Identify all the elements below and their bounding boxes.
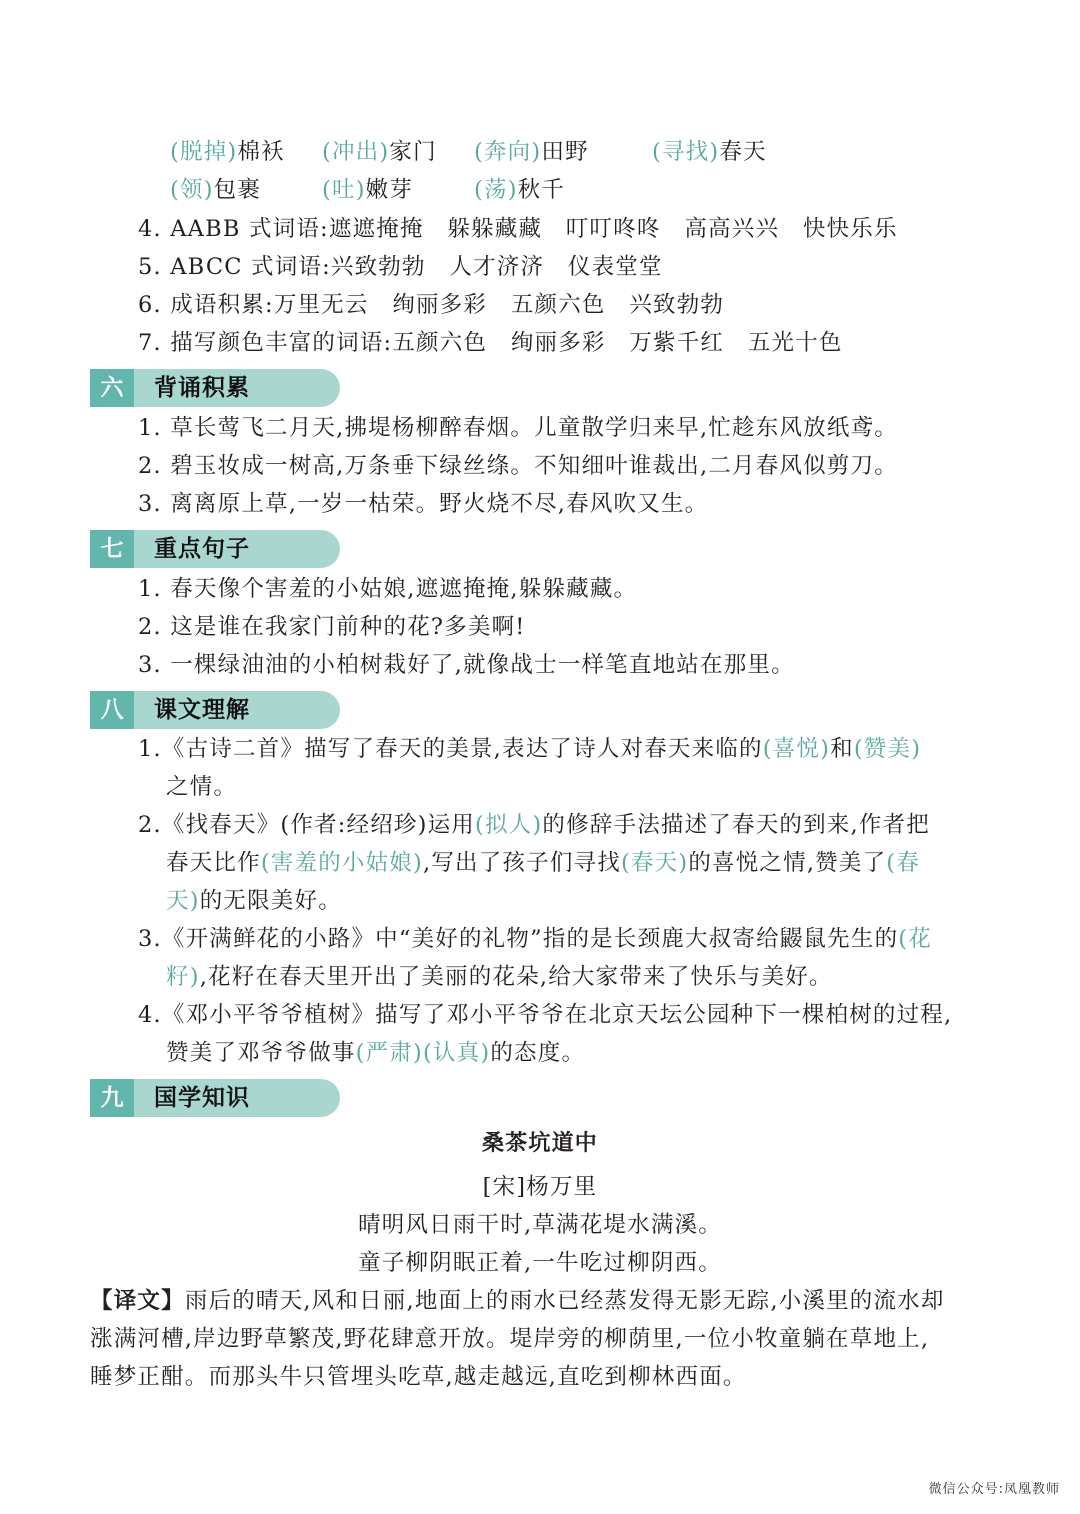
text-segment: 春天比作: [166, 850, 261, 876]
pair-word: 包裹: [213, 177, 262, 203]
vocab-line: [138, 328, 843, 358]
sentence-text: 一棵绿油油的小柏树栽好了,就像战士一样笔直地站在那里。: [170, 652, 795, 678]
answer-blank: 花: [908, 926, 932, 952]
footer-watermark: 微信公众号:凤凰教师: [928, 1482, 1060, 1497]
text-segment: 的喜悦之情,赞美了: [688, 850, 887, 876]
text-segment: 的态度。: [490, 1040, 586, 1066]
answer-blank: 荡: [483, 177, 508, 203]
section-title: 国学知识: [154, 1085, 250, 1111]
item-number: 1.: [138, 736, 162, 762]
vocab-words: 五颜六色 绚丽多彩 万紫千红 五光十色: [392, 330, 843, 356]
section-title: 背诵积累: [154, 375, 250, 401]
item-number: 2.: [138, 614, 162, 640]
vocab-label: ABCC 式词语:: [170, 254, 331, 280]
answer-blank: 领: [179, 177, 204, 203]
sentence-line: [138, 650, 795, 680]
text-segment: 的修辞手法描述了春天的到来,作者把: [542, 812, 930, 838]
answer-blank: 拟人: [485, 812, 533, 838]
translation-line: 涨满河槽,岸边野草繁茂,野花肆意开放。堤岸旁的柳荫里,一位小牧童躺在草地上,: [90, 1326, 930, 1352]
understanding-q1-line2: [166, 772, 237, 802]
text-segment: 和: [830, 736, 854, 762]
understanding-q1-line1: 1.《古诗二首》描写了春天的美景,表达了诗人对春天来临的(喜悦)和(赞美): [138, 736, 922, 762]
understanding-q2-line3: 天)的无限美好。: [166, 888, 342, 914]
vocab-words: 遮遮掩掩 躲躲藏藏 叮叮咚咚 高高兴兴 快快乐乐: [328, 216, 898, 242]
sentence-text: 春天像个害羞的小姑娘,遮遮掩掩,躲躲藏藏。: [170, 576, 638, 602]
section-header-key-sentences: [90, 530, 340, 568]
item-number: 3.: [138, 926, 162, 952]
poem-author: 杨万里: [526, 1174, 598, 1200]
sentence-line: [138, 612, 526, 642]
item-number: 4.: [138, 216, 162, 242]
translation-line: 睡梦正酣。而那头牛只管埋头吃草,越走越远,直吃到柳林西面。: [90, 1364, 747, 1390]
text-segment: 之情。: [166, 774, 238, 800]
section-number: 六: [90, 369, 134, 407]
translation-line: [90, 1286, 945, 1316]
text-segment: ,花籽在春天里开出了美丽的花朵,给大家带来了快乐与美好。: [199, 964, 833, 990]
pair-item: (吐)嫩芽: [322, 177, 414, 203]
recite-text: 草长莺飞二月天,拂堤杨柳醉春烟。儿童散学归来早,忙趁东风放纸鸢。: [170, 415, 898, 441]
pair-word: 秋千: [517, 177, 566, 203]
sentence-text: 这是谁在我家门前种的花?多美啊!: [170, 614, 526, 640]
item-number: 2.: [138, 812, 162, 838]
pair-word: 嫩芽: [365, 177, 414, 203]
understanding-q3-line1: 3.《开满鲜花的小路》中“美好的礼物”指的是长颈鹿大叔寄给鼹鼠先生的(花: [138, 926, 932, 952]
answer-blank: 奔向: [483, 139, 532, 165]
section-header-classics: [90, 1079, 340, 1117]
understanding-q2-line2: 春天比作(害羞的小姑娘),写出了孩子们寻找(春天)的喜悦之情,赞美了(春: [166, 850, 920, 876]
pair-item: (领)包裹: [170, 177, 262, 203]
understanding-q2-line1: 2.《找春天》(作者:经绍珍)运用(拟人)的修辞手法描述了春天的到来,作者把: [138, 812, 930, 838]
section-number: 七: [90, 530, 134, 568]
pair-word: 棉袄: [237, 139, 285, 165]
text-segment: 《找春天》(作者:经绍珍)运用: [161, 812, 476, 838]
pair-item: (脱掉)棉袄: [170, 139, 285, 165]
item-number: 3.: [138, 491, 162, 517]
vocab-words: 兴致勃勃 人才济济 仪表堂堂: [330, 254, 663, 280]
answer-blank: 赞美: [863, 736, 912, 762]
pair-item: (奔向)田野: [474, 139, 589, 165]
understanding-q4-line2: 赞美了邓爷爷做事(严肃)(认真)的态度。: [166, 1040, 586, 1066]
understanding-q3-line2: 籽),花籽在春天里开出了美丽的花朵,给大家带来了快乐与美好。: [166, 964, 833, 990]
answer-blank: 吐: [331, 177, 356, 203]
section-header-understanding: [90, 691, 340, 729]
poem-line: 晴明风日雨干时,草满花堤水满溪。: [358, 1212, 722, 1238]
answer-blank: 喜悦: [772, 736, 821, 762]
vocab-label: AABB 式词语:: [170, 216, 329, 242]
answer-blank: 认真: [432, 1040, 481, 1066]
section-title: 重点句子: [154, 536, 250, 562]
text-segment: 赞美了邓爷爷做事: [166, 1040, 356, 1066]
translation-text: 雨后的晴天,风和日丽,地面上的雨水已经蒸发得无影无踪,小溪里的流水却: [184, 1288, 945, 1314]
section-number: 九: [90, 1079, 134, 1117]
section-header-recite: [90, 369, 340, 407]
poem-author-line: [宋]杨万里: [482, 1174, 598, 1200]
vocab-line: [138, 290, 724, 320]
item-number: 6.: [138, 292, 162, 318]
answer-blank: 籽: [166, 964, 190, 990]
item-number: 7.: [138, 330, 162, 356]
pair-item: (冲出)家门: [322, 139, 437, 165]
answer-blank: 害羞的小姑娘: [270, 850, 413, 876]
text-segment: 《古诗二首》描写了春天的美景,表达了诗人对春天来临的: [161, 736, 763, 762]
recite-line: [138, 413, 898, 443]
recite-text: 碧玉妆成一树高,万条垂下绿丝绦。不知细叶谁裁出,二月春风似剪刀。: [170, 453, 898, 479]
pair-item: (寻找)春天: [652, 139, 767, 165]
item-number: 2.: [138, 453, 162, 479]
answer-blank: 春: [896, 850, 920, 876]
poem-line: 童子柳阴眠正着,一牛吃过柳阴西。: [358, 1250, 722, 1276]
section-title: 课文理解: [154, 697, 250, 723]
item-number: 3.: [138, 652, 162, 678]
answer-blank: 天: [166, 888, 190, 914]
answer-blank: 寻找: [661, 139, 710, 165]
answer-blank: 春天: [630, 850, 679, 876]
text-segment: ,写出了孩子们寻找: [422, 850, 621, 876]
item-number: 1.: [138, 576, 162, 602]
recite-line: [138, 489, 708, 519]
understanding-q4-line1: [138, 1000, 952, 1030]
pair-word: 田野: [541, 139, 589, 165]
item-number: 5.: [138, 254, 162, 280]
text-segment: 《开满鲜花的小路》中“美好的礼物”指的是长颈鹿大叔寄给鼹鼠先生的: [161, 926, 899, 952]
answer-blank: 严肃: [365, 1040, 413, 1066]
poem-title: 桑茶坑道中: [481, 1131, 598, 1156]
pair-word: 春天: [719, 139, 767, 165]
vocab-words: 万里无云 绚丽多彩 五颜六色 兴致勃勃: [273, 292, 725, 318]
recite-text: 离离原上草,一岁一枯荣。野火烧不尽,春风吹又生。: [170, 491, 709, 517]
sentence-line: [138, 574, 637, 604]
text-segment: 的无限美好。: [199, 888, 342, 914]
vocab-label: 成语积累:: [170, 292, 274, 318]
section-number: 八: [90, 691, 134, 729]
translation-tag: 【译文】: [90, 1288, 185, 1314]
item-number: 1.: [138, 415, 162, 441]
vocab-line: [138, 214, 898, 244]
vocab-line: [138, 252, 663, 282]
poem-dynasty: 宋: [492, 1174, 517, 1200]
pair-word: 家门: [389, 139, 437, 165]
vocab-label: 描写颜色丰富的词语:: [170, 330, 393, 356]
text-segment: 《邓小平爷爷植树》描写了邓小平爷爷在北京天坛公园种下一棵柏树的过程,: [161, 1002, 953, 1028]
item-number: 4.: [138, 1002, 162, 1028]
recite-line: [138, 451, 898, 481]
answer-blank: 脱掉: [179, 139, 228, 165]
answer-blank: 冲出: [331, 139, 380, 165]
pair-item: (荡)秋千: [474, 177, 566, 203]
